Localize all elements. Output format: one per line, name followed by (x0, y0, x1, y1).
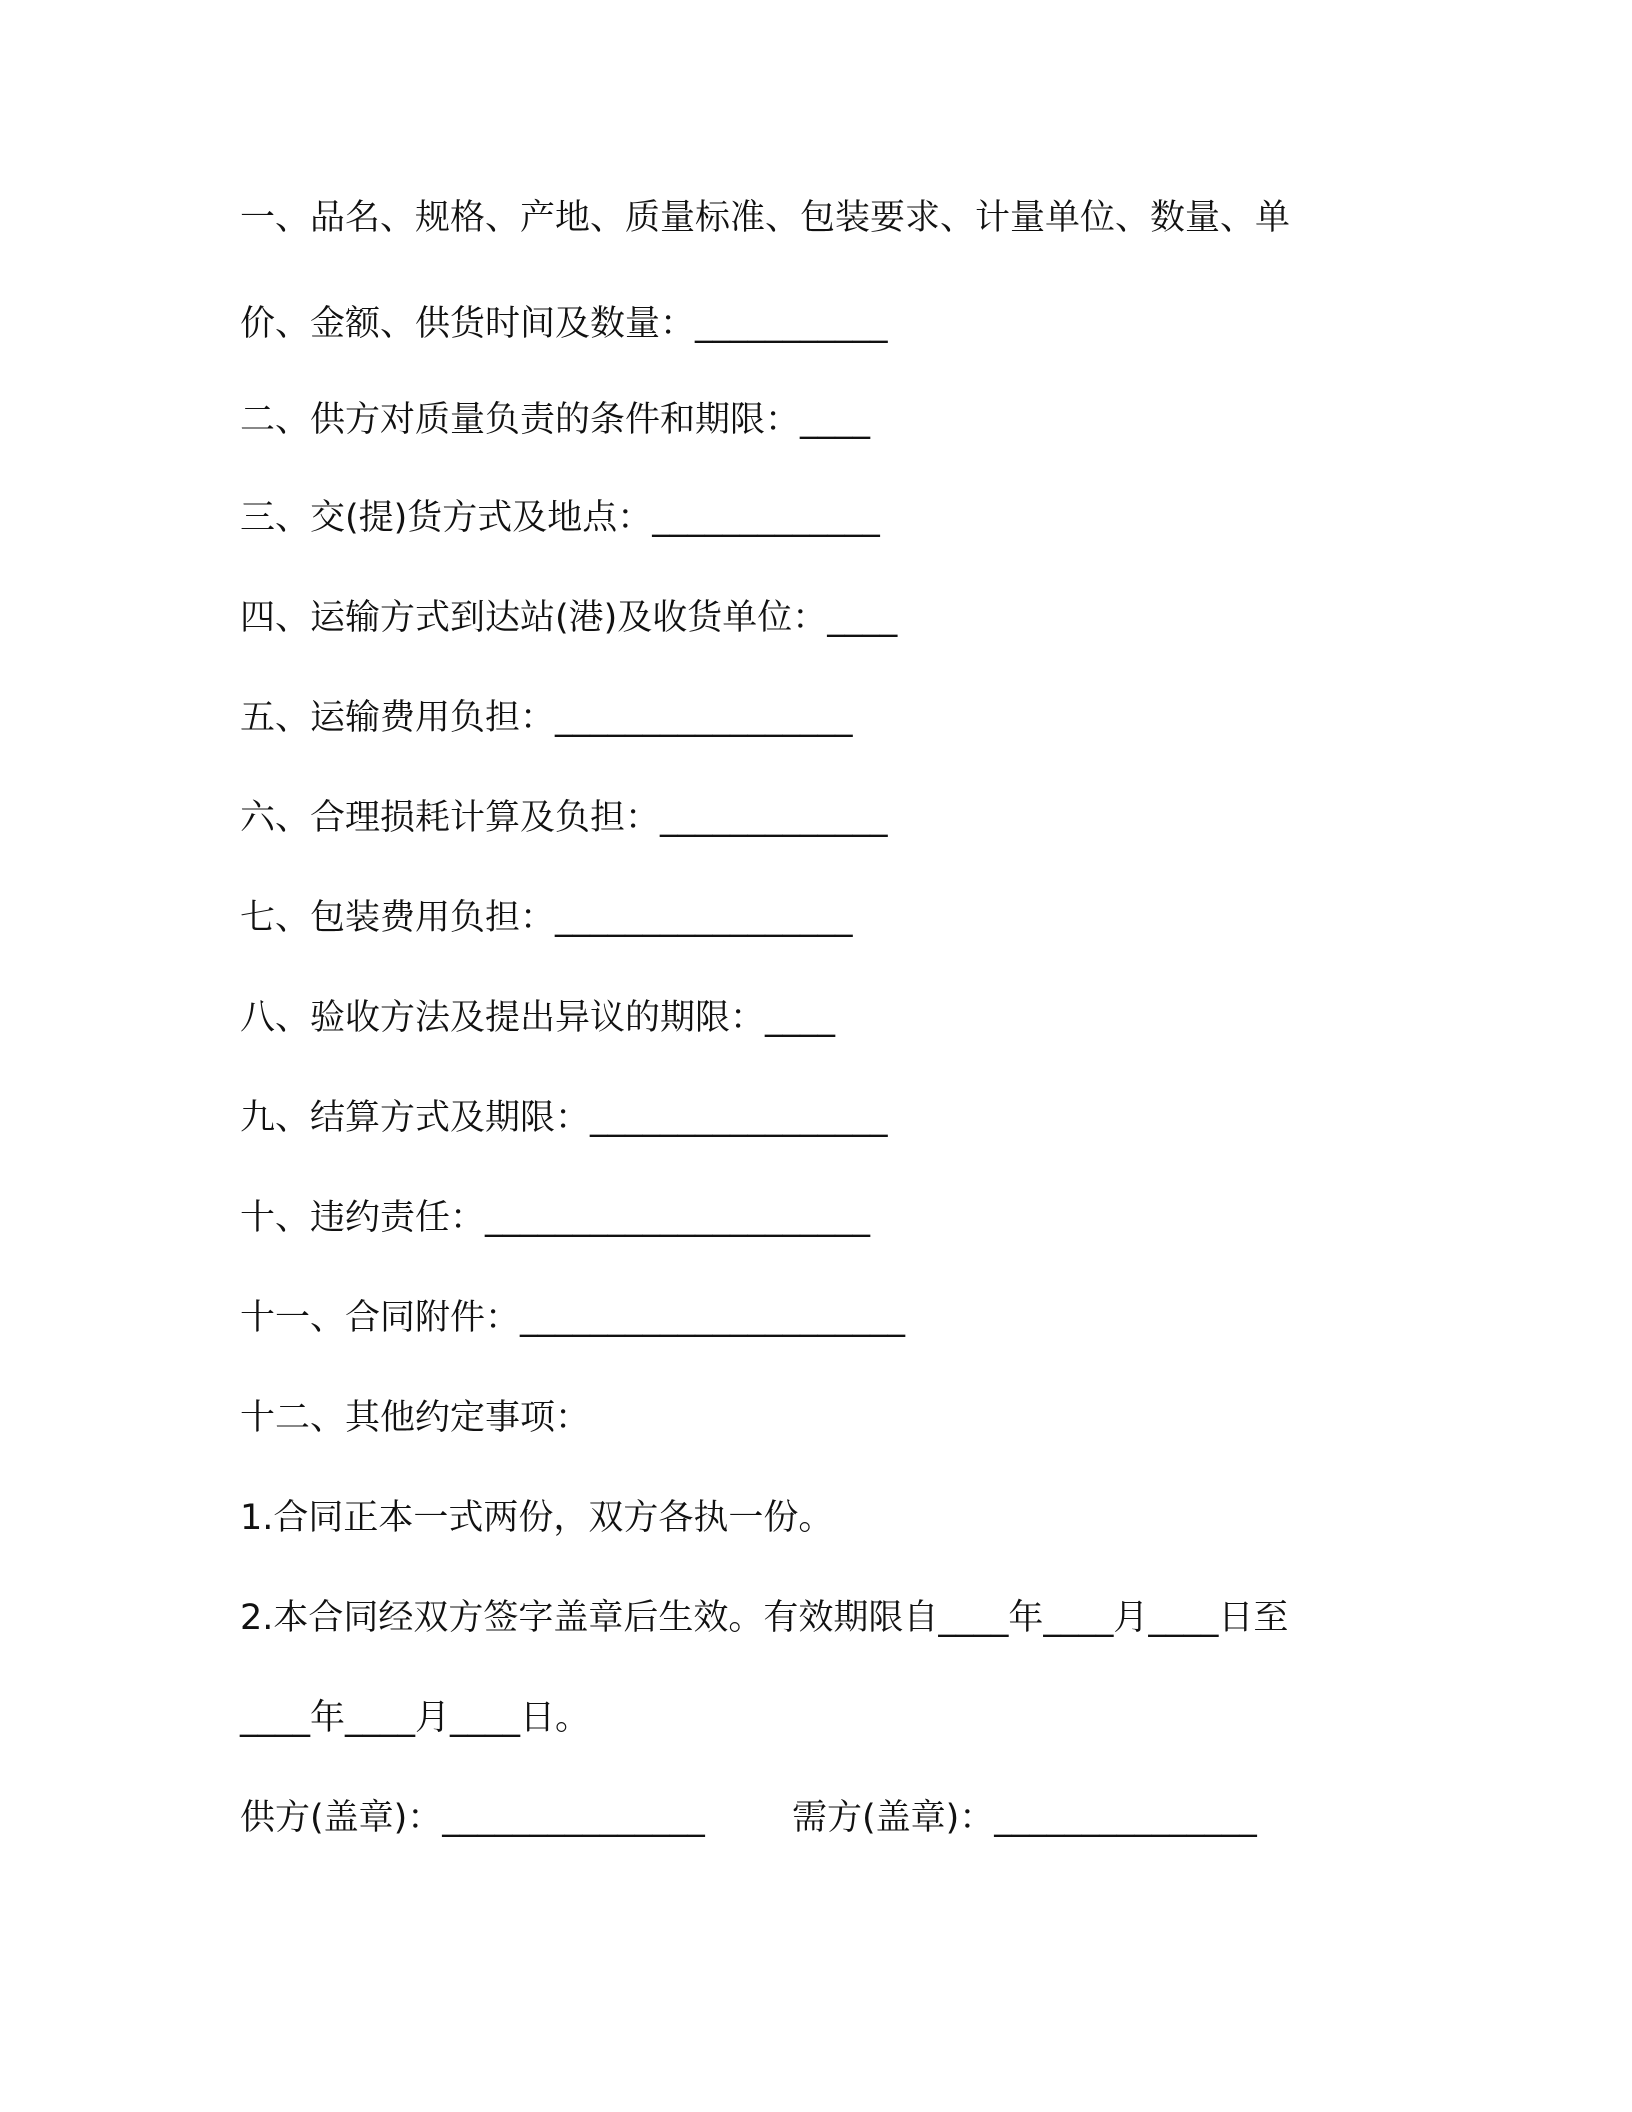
clause-7: 七、包装费用负担：_________________ (240, 898, 853, 938)
term-2-line-1: 2.本合同经双方签字盖章后生效。有效期限自____年____月____日至 (240, 1598, 1289, 1638)
clause-6: 六、合理损耗计算及负担：_____________ (240, 798, 888, 838)
clause-3: 三、交(提)货方式及地点：_____________ (240, 498, 880, 538)
clause-9: 九、结算方式及期限：_________________ (240, 1098, 888, 1138)
clause-5: 五、运输费用负担：_________________ (240, 698, 853, 738)
clause-2: 二、供方对质量负责的条件和期限：____ (240, 400, 871, 440)
supplier-signature: 供方(盖章)：_______________ (240, 1798, 705, 1838)
clause-10: 十、违约责任：______________________ (240, 1198, 871, 1238)
term-1: 1.合同正本一式两份，双方各执一份。 (240, 1498, 834, 1538)
buyer-signature: 需方(盖章)：_______________ (792, 1798, 1257, 1838)
clause-1-line-2: 价、金额、供货时间及数量：___________ (240, 304, 888, 344)
clause-8: 八、验收方法及提出异议的期限：____ (240, 998, 836, 1038)
clause-11: 十一、合同附件：______________________ (240, 1298, 906, 1338)
clause-12: 十二、其他约定事项： (240, 1398, 591, 1438)
clause-1-line-1: 一、品名、规格、产地、质量标准、包装要求、计量单位、数量、单 (240, 198, 1291, 238)
clause-4: 四、运输方式到达站(港)及收货单位：____ (240, 598, 898, 638)
term-2-line-2: ____年____月____日。 (240, 1698, 591, 1738)
